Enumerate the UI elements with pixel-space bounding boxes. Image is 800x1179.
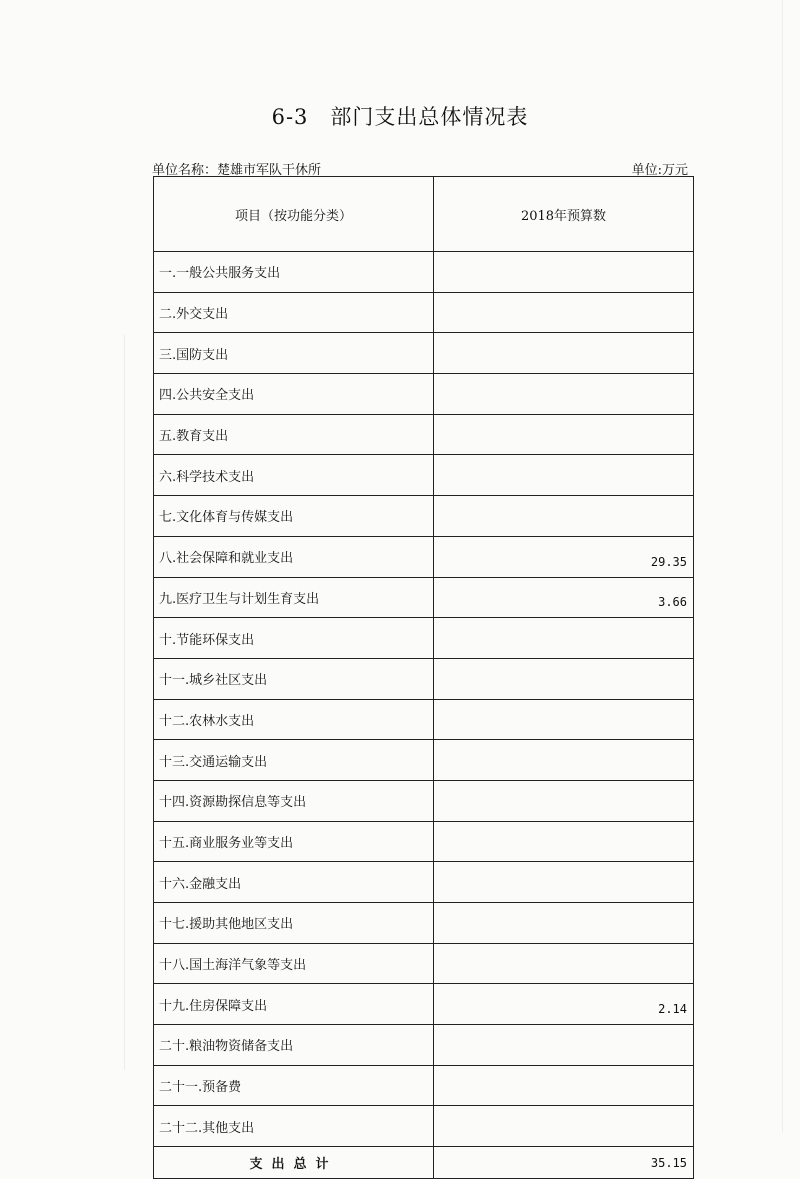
table-row [154, 414, 694, 455]
table-row [154, 252, 694, 293]
table-row [154, 821, 694, 862]
row-value: 3.66 [434, 577, 694, 618]
table-row [154, 455, 694, 496]
scan-shadow-line [124, 335, 125, 1070]
row-value [434, 821, 694, 862]
row-value [434, 699, 694, 740]
row-label: 九.医疗卫生与计划生育支出 [154, 577, 434, 618]
table-header-row [154, 177, 694, 252]
row-label: 八.社会保障和就业支出 [154, 536, 434, 577]
row-value [434, 903, 694, 944]
row-label: 三.国防支出 [154, 333, 434, 374]
row-label: 六.科学技术支出 [154, 455, 434, 496]
table-row [154, 1065, 694, 1106]
row-value [434, 862, 694, 903]
table-row [154, 496, 694, 537]
row-label: 二十.粮油物资储备支出 [154, 1025, 434, 1066]
row-value [434, 1025, 694, 1066]
row-label: 十四.资源勘探信息等支出 [154, 780, 434, 821]
row-value [434, 496, 694, 537]
row-label: 十八.国土海洋气象等支出 [154, 943, 434, 984]
table-row [154, 577, 694, 618]
row-value: 2.14 [434, 984, 694, 1025]
row-label: 十.节能环保支出 [154, 618, 434, 659]
row-label: 十九.住房保障支出 [154, 984, 434, 1025]
table-row [154, 903, 694, 944]
expenditure-table [153, 176, 694, 1179]
row-value [434, 252, 694, 293]
table-body [154, 252, 694, 1147]
row-label: 一.一般公共服务支出 [154, 252, 434, 293]
row-label: 十五.商业服务业等支出 [154, 821, 434, 862]
row-label: 十一.城乡社区支出 [154, 658, 434, 699]
total-value: 35.15 [434, 1147, 694, 1179]
row-value [434, 740, 694, 781]
row-label: 十二.农林水支出 [154, 699, 434, 740]
table-row [154, 1025, 694, 1066]
table-row [154, 943, 694, 984]
table-row [154, 658, 694, 699]
row-value [434, 658, 694, 699]
row-label: 四.公共安全支出 [154, 374, 434, 415]
row-value [434, 333, 694, 374]
row-value [434, 292, 694, 333]
row-label: 十六.金融支出 [154, 862, 434, 903]
row-value [434, 618, 694, 659]
table-row [154, 618, 694, 659]
row-value [434, 455, 694, 496]
table-row [154, 292, 694, 333]
unit-measure: 单位:万元 [631, 163, 688, 178]
page-title: 6-3 部门支出总体情况表 [271, 105, 529, 129]
scan-edge-line [782, 0, 783, 1132]
row-label: 五.教育支出 [154, 414, 434, 455]
table-row [154, 1106, 694, 1147]
table-row [154, 333, 694, 374]
row-value [434, 943, 694, 984]
row-value [434, 1065, 694, 1106]
header-budget: 2018年预算数 [434, 177, 694, 252]
total-label: 支出总计 [154, 1147, 434, 1179]
row-value [434, 414, 694, 455]
row-label: 二.外交支出 [154, 292, 434, 333]
table-row [154, 984, 694, 1025]
table-row [154, 862, 694, 903]
table-row [154, 536, 694, 577]
header-item: 项目（按功能分类） [154, 177, 434, 252]
total-row [154, 1147, 694, 1179]
table-row [154, 374, 694, 415]
table-row [154, 699, 694, 740]
row-value [434, 780, 694, 821]
row-label: 二十二.其他支出 [154, 1106, 434, 1147]
unit-name: 单位名称：楚雄市军队干休所 [152, 163, 322, 178]
row-label: 七.文化体育与传媒支出 [154, 496, 434, 537]
row-label: 二十一.预备费 [154, 1065, 434, 1106]
row-label: 十三.交通运输支出 [154, 740, 434, 781]
row-value [434, 1106, 694, 1147]
row-label: 十七.援助其他地区支出 [154, 903, 434, 944]
row-value [434, 374, 694, 415]
table-row [154, 740, 694, 781]
row-value: 29.35 [434, 536, 694, 577]
table-row [154, 780, 694, 821]
